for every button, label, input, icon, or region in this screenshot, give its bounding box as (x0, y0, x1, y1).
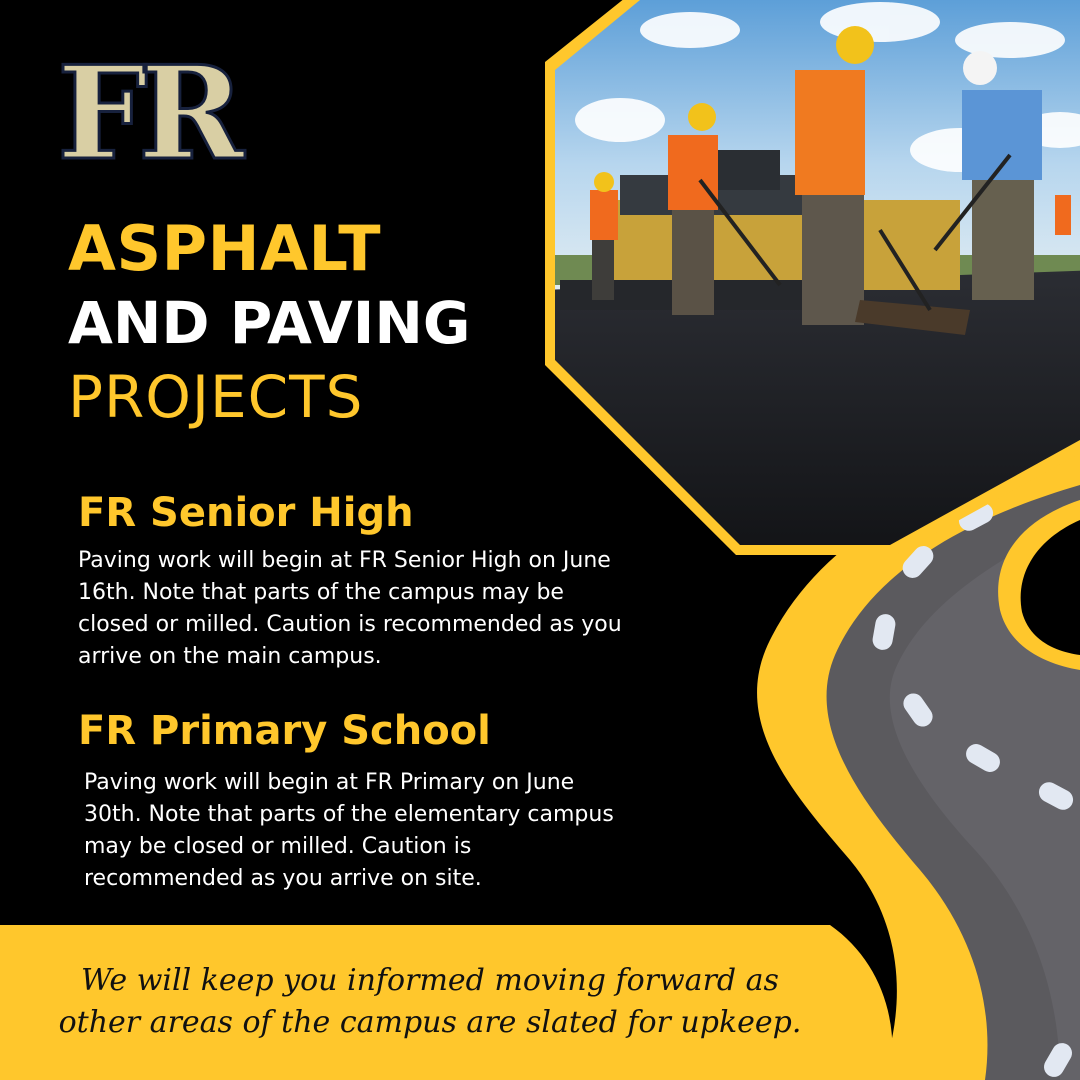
section-body-senior-high (78, 545, 718, 673)
body-line: 30th. Note that parts of the elementary campus (84, 802, 614, 827)
title-line-asphalt: ASPHALT (68, 212, 381, 285)
body-line: recommended as you arrive on site. (84, 866, 482, 891)
body-line: closed or milled. Caution is recommended as you (78, 612, 622, 637)
fr-logo (55, 32, 235, 189)
footer-line-2: other areas of the campus are slated for upkeep. (58, 1005, 802, 1040)
section-body-primary-school (84, 767, 704, 895)
page-title (68, 212, 471, 434)
body-line: 16th. Note that parts of the campus may be (78, 580, 564, 605)
title-line-and-paving: AND PAVING (68, 289, 471, 357)
footer-message (30, 960, 830, 1044)
paving-photo (540, 0, 1080, 560)
section-title-senior-high: FR Senior High (78, 490, 414, 536)
footer-line-1: We will keep you informed moving forward as (81, 963, 779, 998)
body-line: may be closed or milled. Caution is (84, 834, 472, 859)
section-title-primary-school: FR Primary School (78, 708, 491, 754)
body-line: Paving work will begin at FR Primary on June (84, 770, 575, 795)
title-line-projects: PROJECTS (68, 363, 364, 431)
svg-text:FR: FR (57, 39, 235, 189)
body-line: arrive on the main campus. (78, 644, 382, 669)
body-line: Paving work will begin at FR Senior High on June (78, 548, 611, 573)
